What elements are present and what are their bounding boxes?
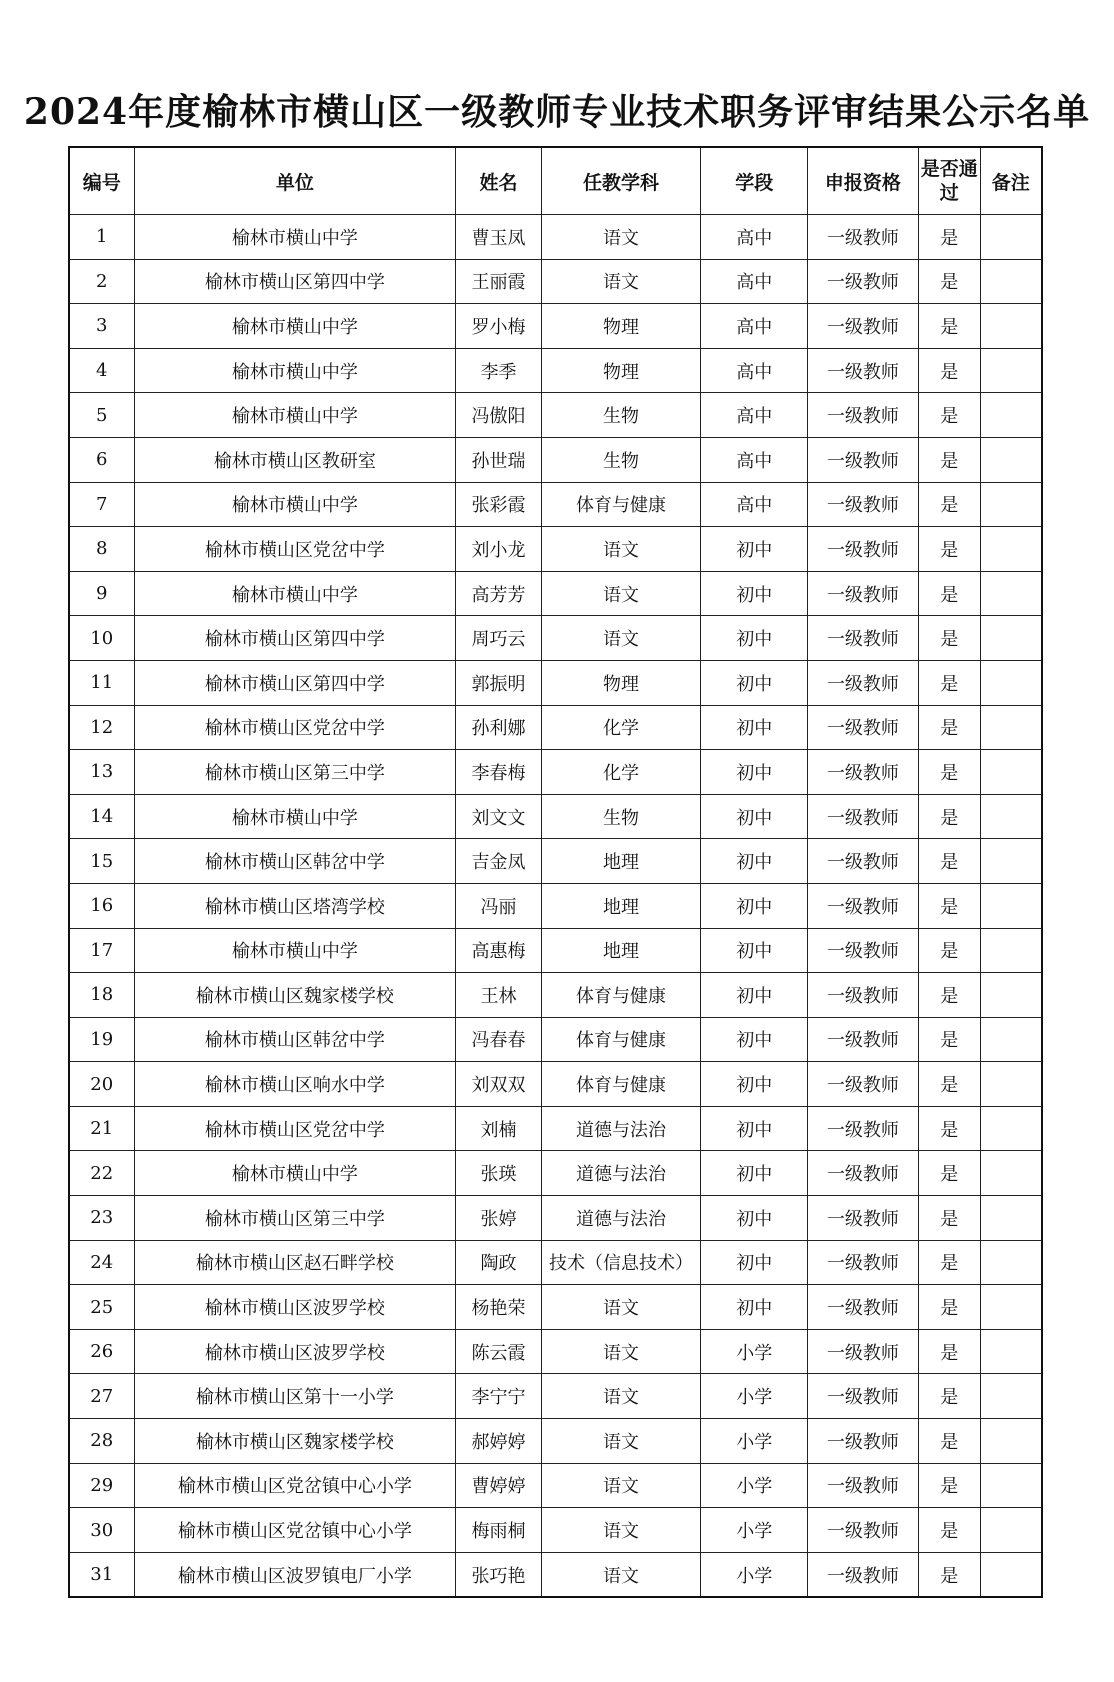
- cell-passed: 是: [918, 348, 980, 393]
- cell-stage: 小学: [701, 1552, 808, 1597]
- cell-stage: 高中: [701, 393, 808, 438]
- cell-number: 7: [69, 482, 134, 527]
- cell-stage: 高中: [701, 482, 808, 527]
- cell-passed: 是: [918, 973, 980, 1018]
- cell-qualification: 一级教师: [808, 1151, 919, 1196]
- header-name: 姓名: [456, 147, 541, 215]
- cell-stage: 初中: [701, 1017, 808, 1062]
- cell-unit: 榆林市横山中学: [134, 571, 456, 616]
- cell-name: 张彩霞: [456, 482, 541, 527]
- table-row: [69, 705, 1042, 750]
- cell-remarks: [980, 1419, 1042, 1464]
- cell-stage: 初中: [701, 527, 808, 572]
- cell-remarks: [980, 348, 1042, 393]
- cell-subject: 体育与健康: [541, 1017, 701, 1062]
- cell-number: 18: [69, 973, 134, 1018]
- cell-unit: 榆林市横山区教研室: [134, 437, 456, 482]
- cell-remarks: [980, 839, 1042, 884]
- cell-remarks: [980, 304, 1042, 349]
- cell-stage: 小学: [701, 1419, 808, 1464]
- cell-qualification: 一级教师: [808, 660, 919, 705]
- results-table: [68, 146, 1043, 1598]
- cell-qualification: 一级教师: [808, 1285, 919, 1330]
- cell-name: 梅雨桐: [456, 1508, 541, 1553]
- cell-number: 17: [69, 928, 134, 973]
- cell-remarks: [980, 883, 1042, 928]
- cell-passed: 是: [918, 1062, 980, 1107]
- cell-name: 曹玉凤: [456, 215, 541, 260]
- cell-unit: 榆林市横山中学: [134, 794, 456, 839]
- cell-remarks: [980, 1508, 1042, 1553]
- cell-subject: 物理: [541, 348, 701, 393]
- cell-name: 高芳芳: [456, 571, 541, 616]
- table-row: [69, 304, 1042, 349]
- cell-stage: 初中: [701, 616, 808, 661]
- cell-remarks: [980, 1463, 1042, 1508]
- cell-passed: 是: [918, 1463, 980, 1508]
- cell-subject: 技术（信息技术）: [541, 1240, 701, 1285]
- cell-number: 4: [69, 348, 134, 393]
- cell-subject: 语文: [541, 1285, 701, 1330]
- table-row: [69, 750, 1042, 795]
- cell-subject: 道德与法治: [541, 1151, 701, 1196]
- cell-qualification: 一级教师: [808, 750, 919, 795]
- cell-name: 杨艳荣: [456, 1285, 541, 1330]
- cell-qualification: 一级教师: [808, 883, 919, 928]
- cell-name: 曹婷婷: [456, 1463, 541, 1508]
- cell-number: 3: [69, 304, 134, 349]
- cell-subject: 语文: [541, 1419, 701, 1464]
- table-row: [69, 928, 1042, 973]
- cell-qualification: 一级教师: [808, 1062, 919, 1107]
- cell-unit: 榆林市横山中学: [134, 215, 456, 260]
- table-row: [69, 660, 1042, 705]
- cell-passed: 是: [918, 660, 980, 705]
- cell-passed: 是: [918, 1240, 980, 1285]
- table-row: [69, 571, 1042, 616]
- cell-name: 刘双双: [456, 1062, 541, 1107]
- cell-remarks: [980, 1106, 1042, 1151]
- cell-stage: 初中: [701, 1240, 808, 1285]
- cell-remarks: [980, 1062, 1042, 1107]
- table-row: [69, 1329, 1042, 1374]
- table-row: [69, 1463, 1042, 1508]
- cell-name: 刘楠: [456, 1106, 541, 1151]
- cell-qualification: 一级教师: [808, 839, 919, 884]
- table-row: [69, 794, 1042, 839]
- cell-passed: 是: [918, 1329, 980, 1374]
- cell-remarks: [980, 571, 1042, 616]
- cell-number: 11: [69, 660, 134, 705]
- cell-qualification: 一级教师: [808, 1552, 919, 1597]
- cell-subject: 语文: [541, 1552, 701, 1597]
- cell-name: 郭振明: [456, 660, 541, 705]
- cell-stage: 高中: [701, 259, 808, 304]
- cell-qualification: 一级教师: [808, 928, 919, 973]
- cell-subject: 物理: [541, 304, 701, 349]
- cell-number: 24: [69, 1240, 134, 1285]
- table-row: [69, 259, 1042, 304]
- cell-number: 8: [69, 527, 134, 572]
- header-number: 编号: [69, 147, 134, 215]
- table-row: [69, 1062, 1042, 1107]
- cell-stage: 初中: [701, 928, 808, 973]
- cell-qualification: 一级教师: [808, 482, 919, 527]
- cell-number: 31: [69, 1552, 134, 1597]
- cell-passed: 是: [918, 1552, 980, 1597]
- cell-remarks: [980, 393, 1042, 438]
- cell-stage: 初中: [701, 839, 808, 884]
- cell-remarks: [980, 928, 1042, 973]
- cell-name: 陶政: [456, 1240, 541, 1285]
- table-row: [69, 482, 1042, 527]
- cell-qualification: 一级教师: [808, 1374, 919, 1419]
- cell-passed: 是: [918, 616, 980, 661]
- cell-qualification: 一级教师: [808, 973, 919, 1018]
- cell-passed: 是: [918, 304, 980, 349]
- cell-passed: 是: [918, 437, 980, 482]
- cell-stage: 小学: [701, 1374, 808, 1419]
- cell-remarks: [980, 215, 1042, 260]
- cell-passed: 是: [918, 215, 980, 260]
- table-row: [69, 393, 1042, 438]
- cell-passed: 是: [918, 393, 980, 438]
- cell-number: 16: [69, 883, 134, 928]
- cell-name: 冯傲阳: [456, 393, 541, 438]
- cell-subject: 体育与健康: [541, 973, 701, 1018]
- cell-subject: 语文: [541, 527, 701, 572]
- cell-subject: 地理: [541, 883, 701, 928]
- table-row: [69, 1285, 1042, 1330]
- header-stage: 学段: [701, 147, 808, 215]
- cell-unit: 榆林市横山区韩岔中学: [134, 1017, 456, 1062]
- cell-unit: 榆林市横山区党岔中学: [134, 1106, 456, 1151]
- cell-number: 6: [69, 437, 134, 482]
- cell-subject: 物理: [541, 660, 701, 705]
- cell-passed: 是: [918, 705, 980, 750]
- cell-passed: 是: [918, 1196, 980, 1241]
- table-row: [69, 437, 1042, 482]
- cell-unit: 榆林市横山区第三中学: [134, 1196, 456, 1241]
- cell-remarks: [980, 482, 1042, 527]
- table-row: [69, 1240, 1042, 1285]
- cell-stage: 初中: [701, 1151, 808, 1196]
- cell-qualification: 一级教师: [808, 571, 919, 616]
- table-row: [69, 527, 1042, 572]
- table-row: [69, 1106, 1042, 1151]
- cell-name: 孙利娜: [456, 705, 541, 750]
- cell-passed: 是: [918, 1151, 980, 1196]
- cell-qualification: 一级教师: [808, 527, 919, 572]
- cell-name: 冯春春: [456, 1017, 541, 1062]
- cell-number: 26: [69, 1329, 134, 1374]
- cell-subject: 语文: [541, 1329, 701, 1374]
- cell-number: 9: [69, 571, 134, 616]
- table-row: [69, 1508, 1042, 1553]
- cell-subject: 道德与法治: [541, 1196, 701, 1241]
- cell-qualification: 一级教师: [808, 1508, 919, 1553]
- cell-passed: 是: [918, 1017, 980, 1062]
- cell-passed: 是: [918, 259, 980, 304]
- cell-passed: 是: [918, 1508, 980, 1553]
- cell-stage: 初中: [701, 883, 808, 928]
- cell-stage: 小学: [701, 1463, 808, 1508]
- cell-name: 李春梅: [456, 750, 541, 795]
- cell-name: 孙世瑞: [456, 437, 541, 482]
- cell-qualification: 一级教师: [808, 705, 919, 750]
- cell-number: 20: [69, 1062, 134, 1107]
- cell-number: 28: [69, 1419, 134, 1464]
- cell-number: 1: [69, 215, 134, 260]
- cell-qualification: 一级教师: [808, 616, 919, 661]
- cell-name: 王林: [456, 973, 541, 1018]
- cell-unit: 榆林市横山区第四中学: [134, 259, 456, 304]
- header-remarks: 备注: [980, 147, 1042, 215]
- cell-remarks: [980, 527, 1042, 572]
- table-row: [69, 1196, 1042, 1241]
- cell-subject: 语文: [541, 215, 701, 260]
- cell-qualification: 一级教师: [808, 1240, 919, 1285]
- cell-stage: 初中: [701, 973, 808, 1018]
- table-row: [69, 1151, 1042, 1196]
- cell-subject: 语文: [541, 616, 701, 661]
- cell-number: 19: [69, 1017, 134, 1062]
- cell-subject: 语文: [541, 1508, 701, 1553]
- cell-unit: 榆林市横山区塔湾学校: [134, 883, 456, 928]
- cell-qualification: 一级教师: [808, 794, 919, 839]
- cell-unit: 榆林市横山区第四中学: [134, 660, 456, 705]
- cell-name: 罗小梅: [456, 304, 541, 349]
- cell-subject: 道德与法治: [541, 1106, 701, 1151]
- header-qualification: 申报资格: [808, 147, 919, 215]
- cell-stage: 初中: [701, 1062, 808, 1107]
- cell-number: 25: [69, 1285, 134, 1330]
- cell-qualification: 一级教师: [808, 1196, 919, 1241]
- cell-remarks: [980, 1017, 1042, 1062]
- cell-remarks: [980, 1374, 1042, 1419]
- cell-unit: 榆林市横山区韩岔中学: [134, 839, 456, 884]
- cell-remarks: [980, 660, 1042, 705]
- cell-passed: 是: [918, 839, 980, 884]
- cell-subject: 生物: [541, 437, 701, 482]
- cell-stage: 高中: [701, 304, 808, 349]
- cell-unit: 榆林市横山区波罗学校: [134, 1329, 456, 1374]
- cell-unit: 榆林市横山区赵石畔学校: [134, 1240, 456, 1285]
- cell-stage: 初中: [701, 1285, 808, 1330]
- header-unit: 单位: [134, 147, 456, 215]
- cell-unit: 榆林市横山区第四中学: [134, 616, 456, 661]
- cell-stage: 初中: [701, 660, 808, 705]
- cell-subject: 体育与健康: [541, 482, 701, 527]
- cell-stage: 初中: [701, 750, 808, 795]
- cell-qualification: 一级教师: [808, 1463, 919, 1508]
- cell-qualification: 一级教师: [808, 1017, 919, 1062]
- cell-passed: 是: [918, 1419, 980, 1464]
- cell-name: 李季: [456, 348, 541, 393]
- cell-remarks: [980, 1552, 1042, 1597]
- cell-subject: 生物: [541, 393, 701, 438]
- cell-name: 吉金凤: [456, 839, 541, 884]
- cell-passed: 是: [918, 482, 980, 527]
- cell-qualification: 一级教师: [808, 259, 919, 304]
- cell-remarks: [980, 973, 1042, 1018]
- cell-unit: 榆林市横山区波罗学校: [134, 1285, 456, 1330]
- cell-stage: 初中: [701, 1196, 808, 1241]
- cell-unit: 榆林市横山中学: [134, 348, 456, 393]
- cell-passed: 是: [918, 883, 980, 928]
- table-header-row: [69, 147, 1042, 215]
- cell-unit: 榆林市横山区党岔中学: [134, 705, 456, 750]
- cell-name: 刘小龙: [456, 527, 541, 572]
- cell-qualification: 一级教师: [808, 304, 919, 349]
- table-row: [69, 1552, 1042, 1597]
- cell-number: 5: [69, 393, 134, 438]
- cell-name: 张巧艳: [456, 1552, 541, 1597]
- cell-stage: 小学: [701, 1508, 808, 1553]
- cell-subject: 生物: [541, 794, 701, 839]
- cell-passed: 是: [918, 1285, 980, 1330]
- cell-qualification: 一级教师: [808, 1419, 919, 1464]
- cell-subject: 化学: [541, 705, 701, 750]
- cell-unit: 榆林市横山区党岔镇中心小学: [134, 1508, 456, 1553]
- table-row: [69, 839, 1042, 884]
- cell-number: 22: [69, 1151, 134, 1196]
- cell-remarks: [980, 705, 1042, 750]
- cell-subject: 地理: [541, 928, 701, 973]
- cell-unit: 榆林市横山区第三中学: [134, 750, 456, 795]
- cell-subject: 语文: [541, 1374, 701, 1419]
- cell-name: 周巧云: [456, 616, 541, 661]
- cell-remarks: [980, 794, 1042, 839]
- cell-number: 12: [69, 705, 134, 750]
- cell-qualification: 一级教师: [808, 437, 919, 482]
- cell-number: 2: [69, 259, 134, 304]
- cell-remarks: [980, 437, 1042, 482]
- table-row: [69, 1017, 1042, 1062]
- cell-name: 王丽霞: [456, 259, 541, 304]
- cell-unit: 榆林市横山中学: [134, 393, 456, 438]
- cell-remarks: [980, 259, 1042, 304]
- cell-stage: 初中: [701, 705, 808, 750]
- cell-name: 刘文文: [456, 794, 541, 839]
- header-subject: 任教学科: [541, 147, 701, 215]
- document-title: 2024年度榆林市横山区一级教师专业技术职务评审结果公示名单: [23, 91, 1091, 133]
- cell-name: 陈云霞: [456, 1329, 541, 1374]
- cell-stage: 高中: [701, 437, 808, 482]
- cell-name: 冯丽: [456, 883, 541, 928]
- cell-unit: 榆林市横山中学: [134, 304, 456, 349]
- cell-unit: 榆林市横山区第十一小学: [134, 1374, 456, 1419]
- cell-stage: 初中: [701, 794, 808, 839]
- table-row: [69, 616, 1042, 661]
- cell-remarks: [980, 1151, 1042, 1196]
- cell-number: 15: [69, 839, 134, 884]
- table-row: [69, 1374, 1042, 1419]
- cell-remarks: [980, 1240, 1042, 1285]
- cell-subject: 语文: [541, 259, 701, 304]
- cell-qualification: 一级教师: [808, 393, 919, 438]
- cell-name: 张婷: [456, 1196, 541, 1241]
- table-row: [69, 215, 1042, 260]
- cell-stage: 初中: [701, 1106, 808, 1151]
- table-row: [69, 973, 1042, 1018]
- cell-remarks: [980, 1285, 1042, 1330]
- cell-name: 高惠梅: [456, 928, 541, 973]
- cell-passed: 是: [918, 527, 980, 572]
- cell-passed: 是: [918, 928, 980, 973]
- cell-stage: 高中: [701, 215, 808, 260]
- cell-number: 30: [69, 1508, 134, 1553]
- cell-passed: 是: [918, 571, 980, 616]
- cell-subject: 体育与健康: [541, 1062, 701, 1107]
- cell-unit: 榆林市横山中学: [134, 482, 456, 527]
- cell-name: 李宁宁: [456, 1374, 541, 1419]
- cell-passed: 是: [918, 1374, 980, 1419]
- cell-number: 10: [69, 616, 134, 661]
- header-passed: 是否通过: [918, 147, 980, 215]
- cell-number: 13: [69, 750, 134, 795]
- cell-unit: 榆林市横山区魏家楼学校: [134, 1419, 456, 1464]
- cell-stage: 高中: [701, 348, 808, 393]
- cell-subject: 化学: [541, 750, 701, 795]
- cell-remarks: [980, 1196, 1042, 1241]
- cell-unit: 榆林市横山区党岔镇中心小学: [134, 1463, 456, 1508]
- cell-stage: 小学: [701, 1329, 808, 1374]
- cell-number: 29: [69, 1463, 134, 1508]
- cell-number: 27: [69, 1374, 134, 1419]
- cell-number: 23: [69, 1196, 134, 1241]
- cell-subject: 语文: [541, 1463, 701, 1508]
- cell-unit: 榆林市横山区响水中学: [134, 1062, 456, 1107]
- table-row: [69, 348, 1042, 393]
- cell-number: 21: [69, 1106, 134, 1151]
- cell-unit: 榆林市横山区党岔中学: [134, 527, 456, 572]
- cell-qualification: 一级教师: [808, 215, 919, 260]
- cell-remarks: [980, 1329, 1042, 1374]
- cell-name: 张瑛: [456, 1151, 541, 1196]
- cell-remarks: [980, 750, 1042, 795]
- cell-remarks: [980, 616, 1042, 661]
- cell-passed: 是: [918, 1106, 980, 1151]
- cell-qualification: 一级教师: [808, 1329, 919, 1374]
- cell-number: 14: [69, 794, 134, 839]
- cell-unit: 榆林市横山中学: [134, 928, 456, 973]
- cell-qualification: 一级教师: [808, 1106, 919, 1151]
- cell-unit: 榆林市横山区波罗镇电厂小学: [134, 1552, 456, 1597]
- cell-passed: 是: [918, 794, 980, 839]
- cell-subject: 语文: [541, 571, 701, 616]
- cell-qualification: 一级教师: [808, 348, 919, 393]
- cell-subject: 地理: [541, 839, 701, 884]
- cell-unit: 榆林市横山中学: [134, 1151, 456, 1196]
- cell-name: 郝婷婷: [456, 1419, 541, 1464]
- table-row: [69, 1419, 1042, 1464]
- table-row: [69, 883, 1042, 928]
- cell-stage: 初中: [701, 571, 808, 616]
- cell-passed: 是: [918, 750, 980, 795]
- cell-unit: 榆林市横山区魏家楼学校: [134, 973, 456, 1018]
